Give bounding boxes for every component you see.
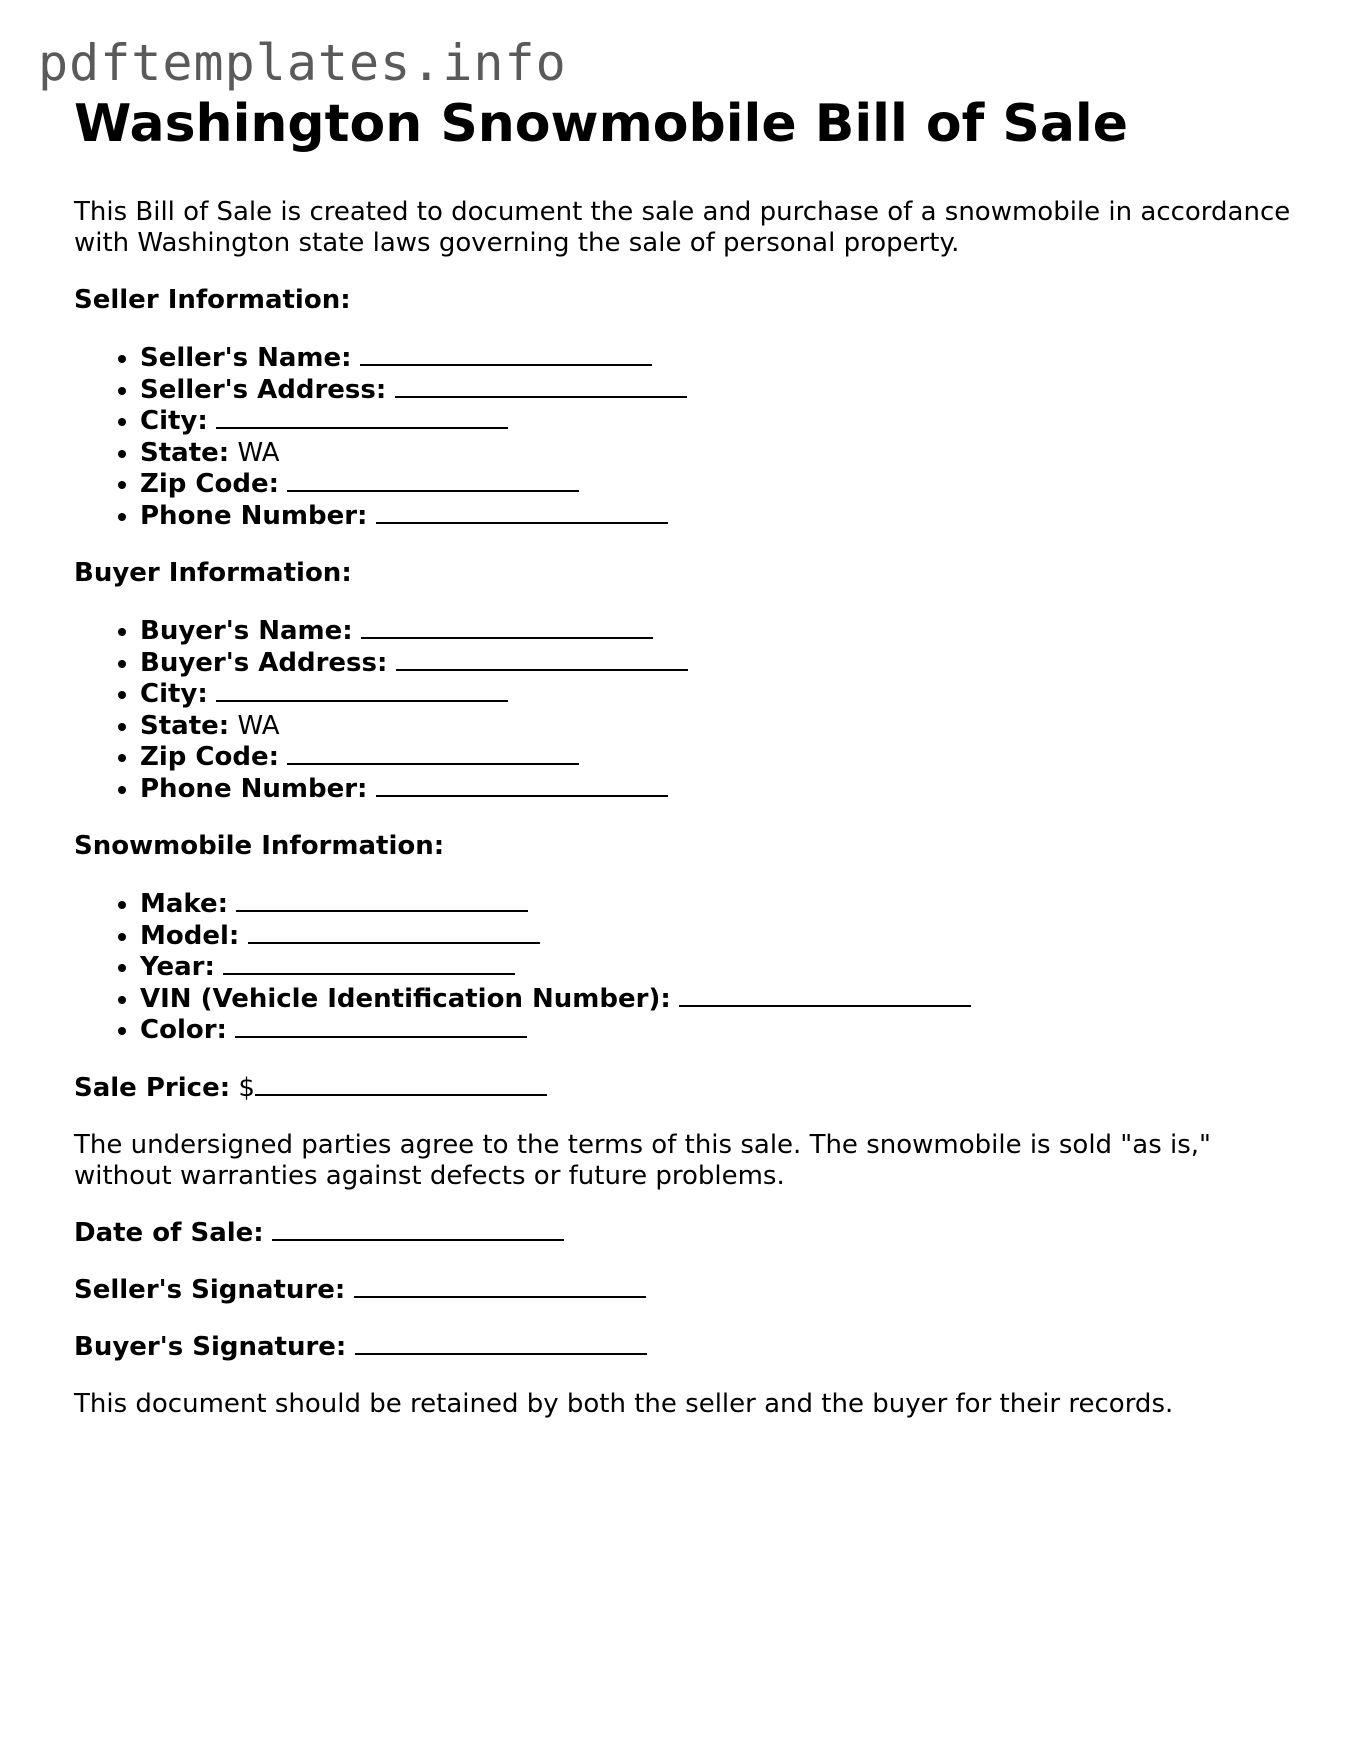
document-title: Washington Snowmobile Bill of Sale [74, 94, 1129, 154]
seller-city-label: City: [140, 406, 208, 437]
model-item [140, 921, 1304, 953]
watermark: pdftemplates.info [38, 34, 567, 92]
snowmobile-field-list [74, 889, 1304, 1047]
buyer-address-field[interactable] [396, 649, 688, 671]
year-item [140, 952, 1304, 984]
seller-zip-field[interactable] [287, 470, 579, 492]
vin-label: VIN (Vehicle Identification Number): [140, 983, 671, 1014]
buyer-address-label: Buyer's Address: [140, 647, 388, 678]
buyer-phone-item [140, 774, 1304, 806]
date-of-sale-field[interactable] [272, 1219, 564, 1241]
color-field[interactable] [235, 1016, 527, 1038]
buyer-state-value: WA [237, 710, 280, 741]
sale-price-label: Sale Price: [74, 1072, 231, 1103]
buyer-state-label: State: [140, 710, 230, 741]
seller-address-field[interactable] [395, 376, 687, 398]
buyer-phone-label: Phone Number: [140, 773, 368, 804]
seller-city-field[interactable] [216, 407, 508, 429]
buyer-state-item [140, 711, 1304, 743]
seller-zip-label: Zip Code: [140, 469, 280, 500]
seller-signature-row [74, 1275, 1304, 1306]
buyer-name-item [140, 616, 1304, 648]
buyer-zip-item [140, 742, 1304, 774]
make-label: Make: [140, 889, 229, 920]
year-label: Year: [140, 952, 215, 983]
buyer-heading: Buyer Information: [74, 558, 352, 589]
intro-paragraph: This Bill of Sale is created to document the sale and purchase of a snowmobile in accordance with Washington state laws governing the sale of personal property. [74, 197, 1291, 259]
make-field[interactable] [236, 890, 528, 912]
model-field[interactable] [248, 922, 540, 944]
sale-price-row [74, 1073, 1304, 1104]
footer-note: This document should be retained by both the seller and the buyer for their records. [74, 1388, 1174, 1419]
seller-heading: Seller Information: [74, 285, 351, 316]
buyer-zip-label: Zip Code: [140, 742, 280, 773]
sale-price-field[interactable] [255, 1074, 547, 1096]
buyer-city-label: City: [140, 679, 208, 710]
vin-item [140, 984, 1304, 1016]
date-of-sale-label: Date of Sale: [74, 1217, 264, 1248]
seller-field-list [74, 343, 1304, 532]
buyer-city-item [140, 679, 1304, 711]
buyer-zip-field[interactable] [287, 743, 579, 765]
seller-name-field[interactable] [360, 344, 652, 366]
make-item [140, 889, 1304, 921]
seller-phone-item [140, 501, 1304, 533]
seller-name-item [140, 343, 1304, 375]
buyer-name-label: Buyer's Name: [140, 616, 353, 647]
date-of-sale-row [74, 1218, 1304, 1249]
color-item [140, 1015, 1304, 1047]
buyer-signature-field[interactable] [355, 1333, 647, 1355]
color-label: Color: [140, 1015, 227, 1046]
seller-signature-field[interactable] [354, 1276, 646, 1298]
seller-address-label: Seller's Address: [140, 374, 387, 405]
buyer-phone-field[interactable] [376, 775, 668, 797]
seller-signature-label: Seller's Signature: [74, 1274, 346, 1305]
buyer-city-field[interactable] [216, 680, 508, 702]
currency-symbol: $ [238, 1072, 255, 1103]
document-body [74, 96, 1304, 1420]
seller-state-label: State: [140, 437, 230, 468]
seller-phone-label: Phone Number: [140, 500, 368, 531]
terms-paragraph: The undersigned parties agree to the terms of this sale. The snowmobile is sold "as is," without warranties against defects or future problems. [74, 1129, 1212, 1191]
seller-city-item [140, 406, 1304, 438]
seller-phone-field[interactable] [376, 502, 668, 524]
seller-name-label: Seller's Name: [140, 343, 352, 374]
seller-address-item [140, 375, 1304, 407]
seller-state-value: WA [237, 437, 280, 468]
buyer-name-field[interactable] [361, 617, 653, 639]
buyer-address-item [140, 648, 1304, 680]
year-field[interactable] [223, 953, 515, 975]
model-label: Model: [140, 920, 240, 951]
seller-state-item [140, 438, 1304, 470]
buyer-signature-row [74, 1332, 1304, 1363]
snowmobile-heading: Snowmobile Information: [74, 831, 445, 862]
seller-zip-item [140, 469, 1304, 501]
vin-field[interactable] [679, 985, 971, 1007]
buyer-field-list [74, 616, 1304, 805]
buyer-signature-label: Buyer's Signature: [74, 1331, 347, 1362]
